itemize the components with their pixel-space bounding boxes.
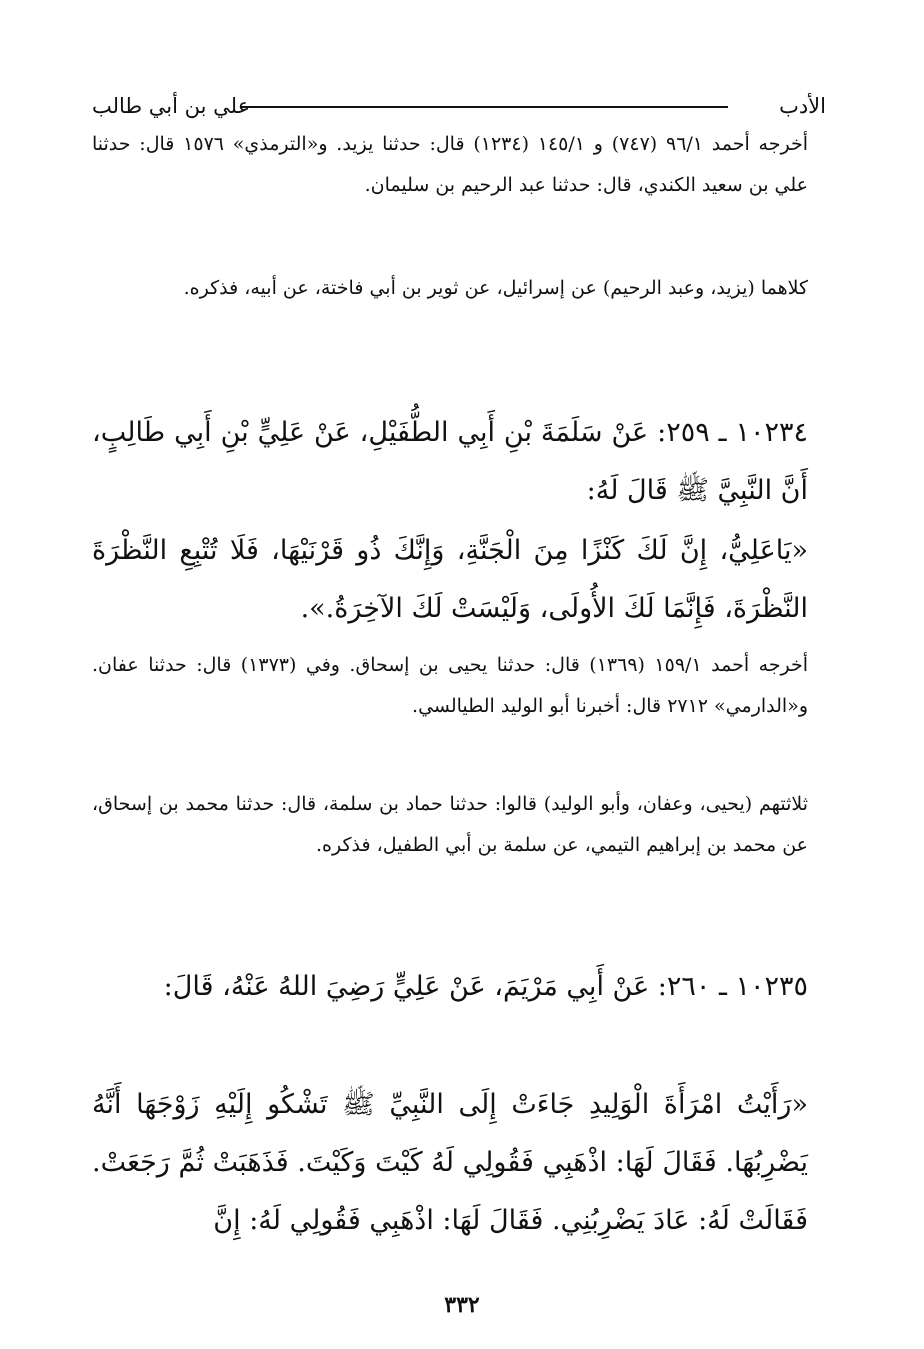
header-rule [240, 106, 728, 108]
reference-paragraph-2b: ثلاثتهم (يحيى، وعفان، وأبو الوليد) قالوا: حدثنا حماد بن سلمة، قال: حدثنا محمد بن إسحاق، عن محمد بن إبراهيم التيمي، عن سلمة بن أبي الطفيل، فذكره. [92, 793, 808, 856]
running-header [92, 88, 826, 124]
reference-paragraph-2a: أخرجه أحمد ١٥٩/١ (١٣٦٩) قال: حدثنا يحيى بن إسحاق. وفي (١٣٧٣) قال: حدثنا عفان. و«الدارمي» ٢٧١٢ قال: أخبرنا أبو الوليد الطيالسي. [92, 654, 809, 717]
book-title: علي بن أبي طالب [92, 94, 251, 118]
hadith-260-text: «رَأَيْتُ امْرَأَةَ الْوَلِيدِ جَاءَتْ إِلَى النَّبِيِّ ﷺ تَشْكُو إِلَيْهِ زَوْجَهَا أَنَّهُ يَضْرِبُهَا. فَقَالَ لَهَا: اذْهَبِي فَقُولِي لَهُ كَيْتَ وَكَيْتَ. فَذَهَبَتْ ثُمَّ رَجَعَتْ. فَقَالَتْ لَهُ: عَادَ يَضْرِبُنِي. فَقَالَ لَهَا: اذْهَبِي فَقُولِي لَهُ: إِنَّ [92, 1089, 808, 1236]
hadith-259-text: «يَاعَلِيُّ، إِنَّ لَكَ كَنْزًا مِنَ الْجَنَّةِ، وَإِنَّكَ ذُو قَرْنَيْهَا، فَلَا تُتْبِعِ النَّظْرَةَ النَّظْرَةَ، فَإِنَّمَا لَكَ الأُولَى، وَلَيْسَتْ لَكَ الآخِرَةُ.». [92, 535, 808, 624]
reference-paragraph-1a: أخرجه أحمد ٩٦/١ (٧٤٧) و ١٤٥/١ (١٢٣٤) قال: حدثنا يزيد. و«الترمذي» ١٥٧٦ قال: حدثنا علي بن سعيد الكندي، قال: حدثنا عبد الرحيم بن سليمان. [92, 133, 809, 196]
reference-paragraph-1b: كلاهما (يزيد، وعبد الرحيم) عن إسرائيل، عن ثوير بن أبي فاختة، عن أبيه، فذكره. [183, 277, 808, 299]
chapter-title: الأدب [779, 94, 826, 118]
hadith-259-intro: ١٠٢٣٤ ـ ٢٥٩: عَنْ سَلَمَةَ بْنِ أَبِي الطُّفَيْلِ، عَنْ عَلِيٍّ بْنِ أَبِي طَالِبٍ، أَنَّ النَّبِيَّ ﷺ قَالَ لَهُ: [92, 417, 809, 506]
page-number: ٣٣٢ [444, 1292, 480, 1318]
hadith-260-intro: ١٠٢٣٥ ـ ٢٦٠: عَنْ أَبِي مَرْيَمَ، عَنْ عَلِيٍّ رَضِيَ اللهُ عَنْهُ، قَالَ: [163, 971, 808, 1002]
